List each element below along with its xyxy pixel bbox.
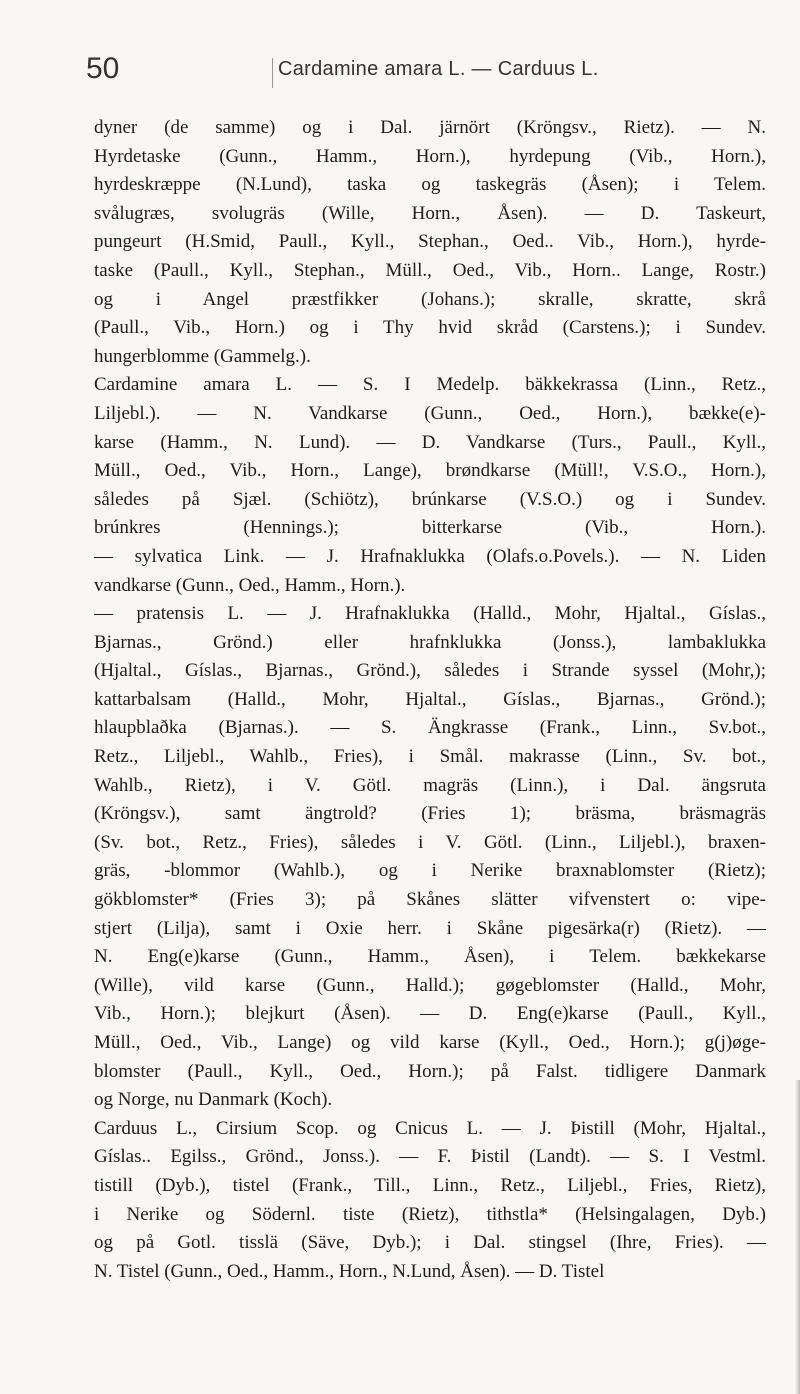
text-line: Cardamine amara L. — S. I Medelp. bäkkekrassa (Linn., Retz., bbox=[94, 374, 766, 396]
text-line: — sylvatica Link. — J. Hrafnaklukka (Olafs.o.Povels.). — N. Liden bbox=[94, 545, 766, 567]
text-line: (Sv. bot., Retz., Fries), således i V. Götl. (Linn., Liljebl.), braxen- bbox=[94, 831, 766, 853]
text-line: taske (Paull., Kyll., Stephan., Müll., Oed., Vib., Horn.. Lange, Rostr.) bbox=[94, 259, 766, 281]
text-line: således på Sjæl. (Schiötz), brúnkarse (V.S.O.) og i Sundev. bbox=[94, 488, 766, 510]
text-line: gökblomster* (Fries 3); på Skånes slätter vifvenstert o: vipe- bbox=[94, 889, 766, 911]
text-line: N. Eng(e)karse (Gunn., Hamm., Åsen), i Telem. bækkekarse bbox=[94, 946, 766, 968]
text-line: tistill (Dyb.), tistel (Frank., Till., Linn., Retz., Liljebl., Fries, Rietz), bbox=[94, 1174, 766, 1196]
text-line: Müll., Oed., Vib., Horn., Lange), brøndkarse (Müll!, V.S.O., Horn.), bbox=[94, 460, 766, 482]
text-line: blomster (Paull., Kyll., Oed., Horn.); på Falst. tidligere Danmark bbox=[94, 1060, 766, 1082]
text-line: Liljebl.). — N. Vandkarse (Gunn., Oed., Horn.), bække(e)- bbox=[94, 402, 766, 424]
text-line: pungeurt (H.Smid, Paull., Kyll., Stephan., Oed.. Vib., Horn.), hyrde- bbox=[94, 231, 766, 253]
text-line: Müll., Oed., Vib., Lange) og vild karse (Kyll., Oed., Horn.); g(j)øge- bbox=[94, 1032, 766, 1053]
running-title: Cardamine amara L. — Carduus L. bbox=[278, 58, 599, 80]
text-line: (Kröngsv.), samt ängtrold? (Fries 1); bräsma, bräsmagräs bbox=[94, 803, 766, 825]
text-line: hlaupblaðka (Bjarnas.). — S. Ängkrasse (Frank., Linn., Sv.bot., bbox=[94, 717, 766, 739]
text-line: og i Angel præstfikker (Johans.); skralle, skratte, skrå bbox=[94, 288, 766, 310]
text-line: og på Gotl. tisslä (Säve, Dyb.); i Dal. stingsel (Ihre, Fries). — bbox=[94, 1232, 766, 1254]
text-line: gräs, -blommor (Wahlb.), og i Nerike braxnablomster (Rietz); bbox=[94, 860, 766, 882]
text-line: vandkarse (Gunn., Oed., Hamm., Horn.). bbox=[94, 574, 406, 596]
text-line: Retz., Liljebl., Wahlb., Fries), i Smål. makrasse (Linn., Sv. bot., bbox=[94, 746, 766, 768]
text-line: hungerblomme (Gammelg.). bbox=[94, 345, 311, 367]
text-line: kattarbalsam (Halld., Mohr, Hjaltal., Gíslas., Bjarnas., Grönd.); bbox=[94, 688, 766, 710]
text-line: i Nerike og Södernl. tiste (Rietz), tithstla* (Helsingalagen, Dyb.) bbox=[94, 1203, 766, 1225]
text-line: Hyrdetaske (Gunn., Hamm., Horn.), hyrdepung (Vib., Horn.), bbox=[94, 145, 766, 167]
page-number: 50 bbox=[86, 52, 120, 85]
text-line: svålugræs, svolugräs (Wille, Horn., Åsen). — D. Taskeurt, bbox=[94, 202, 766, 224]
text-line: Wahlb., Rietz), i V. Götl. magräs (Linn.), i Dal. ängsruta bbox=[94, 774, 766, 796]
text-line: dyner (de samme) og i Dal. järnört (Kröngsv., Rietz). — N. bbox=[94, 117, 766, 138]
text-line: Vib., Horn.); blejkurt (Åsen). — D. Eng(e)karse (Paull., Kyll., bbox=[94, 1003, 766, 1025]
text-line: (Hjaltal., Gíslas., Bjarnas., Grönd.), således i Strande syssel (Mohr,); bbox=[94, 660, 766, 682]
text-line: (Paull., Vib., Horn.) og i Thy hvid skråd (Carstens.); i Sundev. bbox=[94, 317, 766, 339]
text-line: Bjarnas., Grönd.) eller hrafnklukka (Jonss.), lambaklukka bbox=[94, 631, 766, 653]
page-edge-shadow bbox=[795, 1080, 800, 1394]
text-line: hyrdeskræppe (N.Lund), taska og taskegräs (Åsen); i Telem. bbox=[94, 174, 766, 196]
text-line: N. Tistel (Gunn., Oed., Hamm., Horn., N.Lund, Åsen). — D. Tistel bbox=[94, 1260, 605, 1282]
body-text bbox=[94, 114, 766, 1286]
header-divider bbox=[272, 58, 273, 88]
text-line: Carduus L., Cirsium Scop. og Cnicus L. — J. Þistill (Mohr, Hjaltal., bbox=[94, 1117, 766, 1139]
text-line: karse (Hamm., N. Lund). — D. Vandkarse (Turs., Paull., Kyll., bbox=[94, 431, 766, 453]
text-line: (Wille), vild karse (Gunn., Halld.); gøgeblomster (Halld., Mohr, bbox=[94, 974, 766, 996]
text-line: og Norge, nu Danmark (Koch). bbox=[94, 1089, 333, 1111]
text-line: — pratensis L. — J. Hrafnaklukka (Halld., Mohr, Hjaltal., Gíslas., bbox=[94, 603, 766, 625]
text-line: Gíslas.. Egilss., Grönd., Jonss.). — F. Þistil (Landt). — S. I Vestml. bbox=[94, 1146, 766, 1168]
text-line: stjert (Lilja), samt i Oxie herr. i Skåne pigesärka(r) (Rietz). — bbox=[94, 917, 766, 939]
text-line: brúnkres (Hennings.); bitterkarse (Vib., Horn.). bbox=[94, 517, 766, 539]
